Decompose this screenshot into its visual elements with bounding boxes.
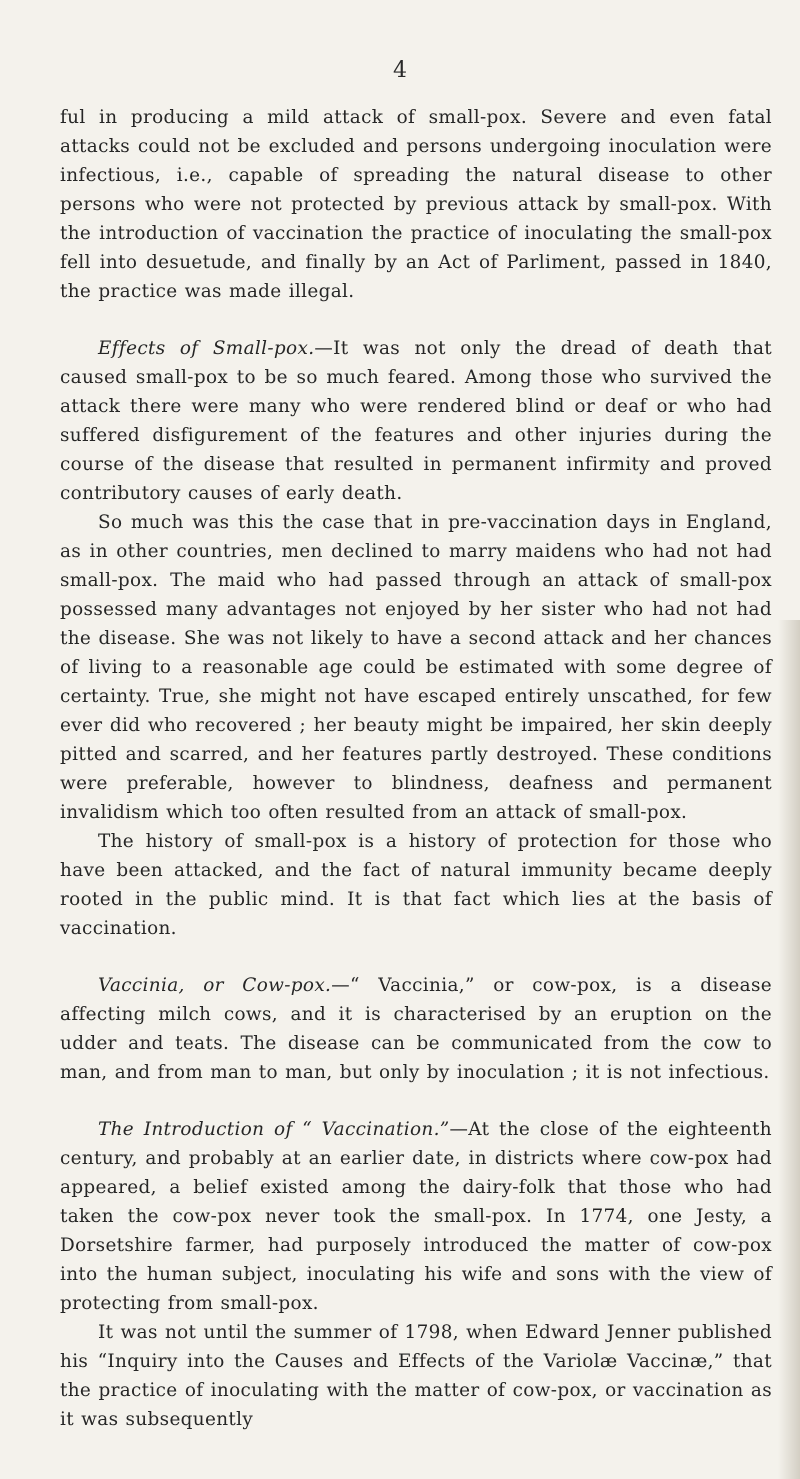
page-edge-shadow (778, 620, 800, 1479)
paragraph-jenner (60, 1318, 772, 1434)
paragraph-text: —“ Vaccinia,” or cow-pox, is a disease affecting milch cows, and it is characterised by an eruption on the udder and teats. The disease can be communicated from the cow to man, and from man to man, but only by inoculation ; it is not infectious. (60, 975, 772, 1083)
paragraph-history-of-protection (60, 827, 772, 943)
paragraph-text: ful in producing a mild attack of small-pox. Severe and even fatal attacks could not be excluded and persons undergoing inoculation were infectious, i.e., capable of spreading the natural disease to other persons who were not protected by previous attack by small-pox. With the introduction of vaccination the practice of inoculating the small-pox fell into desuetude, and finally by an Act of Parliment, passed in 1840, the practice was made illegal. (60, 107, 772, 302)
paragraph-inoculation (60, 103, 772, 306)
paragraph-text: It was not until the summer of 1798, when Edward Jenner published his “Inquiry into the Causes and Effects of the Variolæ Vaccinæ,” that the practice of inoculating with the matter of cow-pox, or vaccination as it was subsequently (60, 1322, 772, 1430)
section-heading-introduction: The Introduction of “ Vaccination.” (98, 1119, 450, 1140)
paragraph-introduction-of-vaccination (60, 1115, 772, 1318)
section-heading-effects: Effects of Small-pox. (98, 338, 315, 359)
body-text (60, 103, 772, 1434)
section-heading-vaccinia: Vaccinia, or Cow-pox. (98, 975, 332, 996)
paragraph-effects-of-small-pox (60, 334, 772, 508)
paragraph-marriage-customs (60, 508, 772, 827)
paragraph-vaccinia (60, 971, 772, 1087)
paragraph-text: —At the close of the eighteenth century, and probably at an earlier date, in districts where cow-pox had appeared, a belief existed among the dairy-folk that those who had taken the cow-pox never took the small-pox. In 1774, one Jesty, a Dorsetshire farmer, had purposely introduced the matter of cow-pox into the human subject, inoculating his wife and sons with the view of protecting from small-pox. (60, 1119, 772, 1314)
paragraph-text: The history of small-pox is a history of protection for those who have been attacked, and the fact of natural immunity became deeply rooted in the public mind. It is that fact which lies at the basis of vaccination. (60, 831, 772, 939)
page-number: 4 (393, 58, 407, 83)
paragraph-text: So much was this the case that in pre-vaccination days in England, as in other countries, men declined to marry maidens who had not had small-pox. The maid who had passed through an attack of small-pox possessed many advantages not enjoyed by her sister who had not had the disease. She was not likely to have a second attack and her chances of living to a reasonable age could be estimated with some degree of certainty. True, she might not have escaped entirely unscathed, for few ever did who recovered ; her beauty might be impaired, her skin deeply pitted and scarred, and her features partly destroyed. These conditions were preferable, however to blindness, deafness and permanent invalidism which too often resulted from an attack of small-pox. (60, 512, 772, 823)
paragraph-text: —It was not only the dread of death that caused small-pox to be so much feared. Among those who survived the attack there were many who were rendered blind or deaf or who had suffered disfigurement of the features and other injuries during the course of the disease that resulted in permanent infirmity and proved contributory causes of early death. (60, 338, 773, 504)
